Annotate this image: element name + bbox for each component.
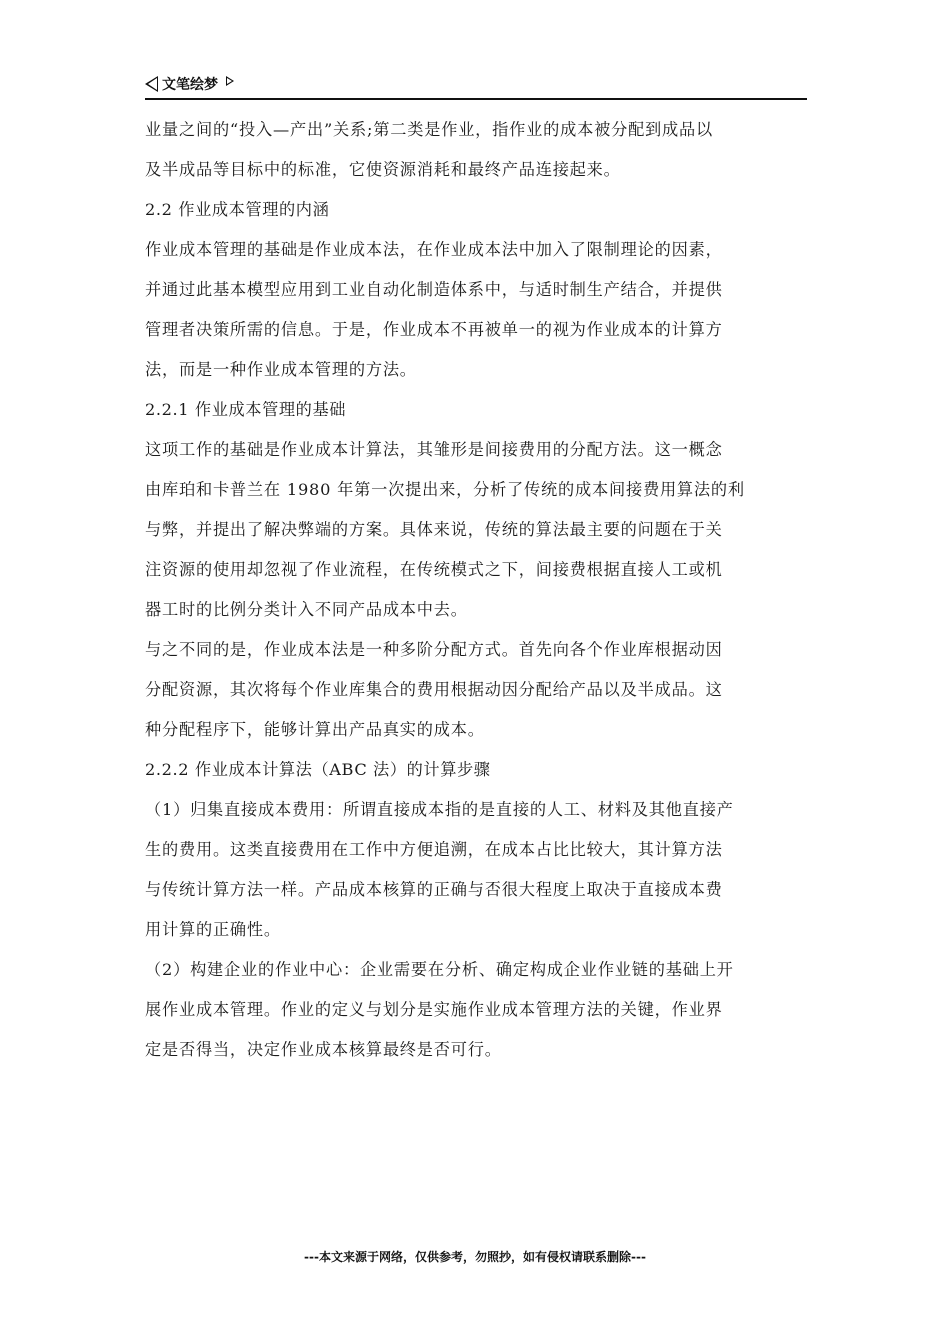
paragraph-line: 及半成品等目标中的标准，它使资源消耗和最终产品连接起来。 xyxy=(145,160,621,179)
triangle-left-icon xyxy=(145,76,158,92)
triangle-right-icon xyxy=(226,76,234,86)
page-header xyxy=(145,74,807,100)
paragraph-line: 注资源的使用却忽视了作业流程，在传统模式之下，间接费根据直接人工或机 xyxy=(145,560,723,579)
paragraph-line: 并通过此基本模型应用到工业自动化制造体系中，与适时制生产结合，并提供 xyxy=(145,280,723,299)
paragraph-line: 由库珀和卡普兰在 1980 年第一次提出来，分析了传统的成本间接费用算法的利 xyxy=(145,480,745,499)
paragraph-line: 展作业成本管理。作业的定义与划分是实施作业成本管理方法的关键，作业界 xyxy=(145,1000,723,1019)
paragraph-line: 业量之间的“投入—产出”关系;第二类是作业，指作业的成本被分配到成品以 xyxy=(145,120,714,139)
paragraph-line: （1）归集直接成本费用：所谓直接成本指的是直接的人工、材料及其他直接产 xyxy=(145,800,734,819)
brand-logo xyxy=(145,74,234,94)
paragraph-line: 种分配程序下，能够计算出产品真实的成本。 xyxy=(145,720,485,739)
paragraph-line: 用计算的正确性。 xyxy=(145,920,281,939)
paragraph-line: 分配资源，其次将每个作业库集合的费用根据动因分配给产品以及半成品。这 xyxy=(145,680,723,699)
page-footer: ---本文来源于网络，仅供参考，勿照抄，如有侵权请联系删除--- xyxy=(304,1250,646,1264)
paragraph-line: 与弊，并提出了解决弊端的方案。具体来说，传统的算法最主要的问题在于关 xyxy=(145,520,723,539)
paragraph-line: 器工时的比例分类计入不同产品成本中去。 xyxy=(145,600,468,619)
paragraph-line: 与传统计算方法一样。产品成本核算的正确与否很大程度上取决于直接成本费 xyxy=(145,880,723,899)
brand-name: 文笔绘梦 xyxy=(162,77,218,93)
paragraph-line: 生的费用。这类直接费用在工作中方便追溯，在成本占比比较大，其计算方法 xyxy=(145,840,723,859)
paragraph-line: 这项工作的基础是作业成本计算法，其雏形是间接费用的分配方法。这一概念 xyxy=(145,440,723,459)
section-heading: 2.2 作业成本管理的内涵 xyxy=(145,200,330,219)
section-heading: 2.2.2 作业成本计算法（ABC 法）的计算步骤 xyxy=(145,760,491,779)
paragraph-line: 定是否得当，决定作业成本核算最终是否可行。 xyxy=(145,1040,502,1059)
paragraph-line: （2）构建企业的作业中心：企业需要在分析、确定构成企业作业链的基础上开 xyxy=(145,960,734,979)
paragraph-line: 管理者决策所需的信息。于是，作业成本不再被单一的视为作业成本的计算方 xyxy=(145,320,723,339)
body-text xyxy=(145,110,807,1070)
paragraph-line: 与之不同的是，作业成本法是一种多阶分配方式。首先向各个作业库根据动因 xyxy=(145,640,723,659)
paragraph-line: 作业成本管理的基础是作业成本法，在作业成本法中加入了限制理论的因素， xyxy=(145,240,723,259)
paragraph-line: 法，而是一种作业成本管理的方法。 xyxy=(145,360,417,379)
section-heading: 2.2.1 作业成本管理的基础 xyxy=(145,400,347,419)
